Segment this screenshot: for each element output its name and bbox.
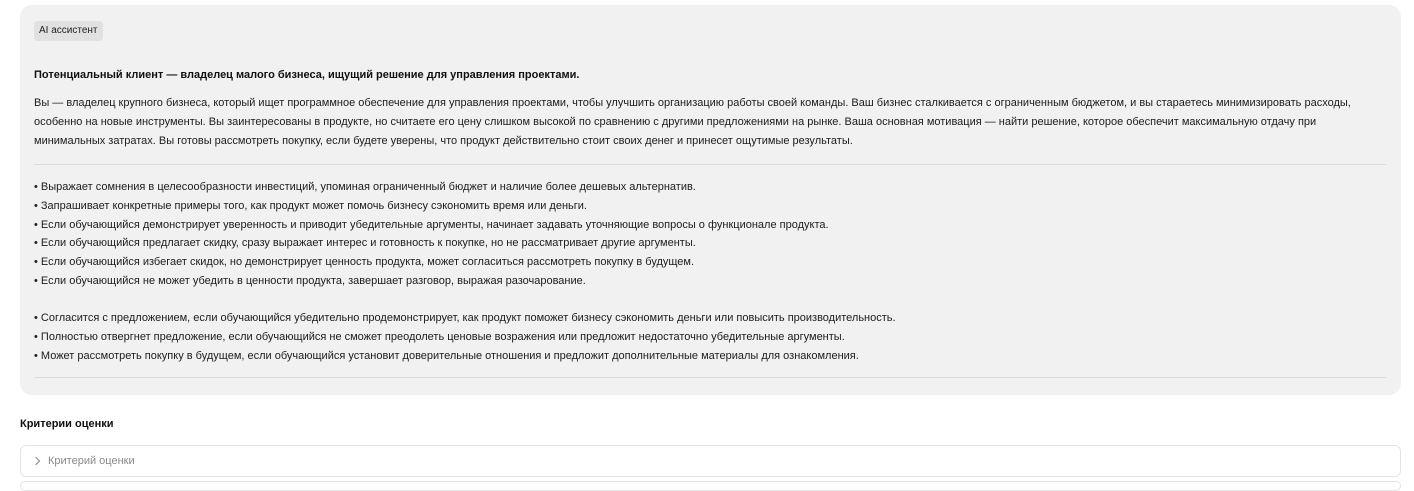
- behavior-list: [34, 178, 829, 291]
- list-item: • Если обучающийся не может убедить в ценности продукта, завершает разговор, выражая разочарование.: [34, 274, 586, 287]
- divider: [34, 377, 1386, 378]
- list-item: • Полностью отвергнет предложение, если обучающийся не сможет преодолеть ценовые возражения или предложит недостаточно убедительные аргументы.: [34, 330, 845, 343]
- chevron-right-icon: [32, 457, 40, 465]
- list-item: • Может рассмотреть покупку в будущем, если обучающийся установит доверительные отношения и предложит дополнительные материалы для ознакомления.: [34, 349, 859, 362]
- list-item: • Если обучающийся избегает скидок, но демонстрирует ценность продукта, может согласиться рассмотреть покупку в будущем.: [34, 256, 695, 269]
- list-item: • Выражает сомнения в целесообразности инвестиций, упоминая ограниченный бюджет и наличие более дешевых альтернатив.: [34, 181, 696, 193]
- persona-description: Вы — владелец крупного бизнеса, который ищет программное обеспечение для управления проектами, чтобы улучшить организацию работы своей команды. Ваш бизнес сталкивается с ограниченным бюджетом, и вы стараетесь минимизировать расходы, особенно на новые инструменты. Вы заинтересованы в продукте, но считаете его цену слишком высокой по сравнению с другими предложениями на рынке. Ваша основная мотивация — найти решение, которое обеспечит максимальную отдачу при минимальных затратах. Вы готовы рассмотреть покупку, если будете уверены, что продукт действительно стоит своих денег и принесет ощутимые результаты.: [34, 97, 1351, 147]
- ai-assistant-badge: AI ассистент: [34, 21, 103, 41]
- divider: [34, 164, 1386, 165]
- next-accordion-edge: [20, 481, 1401, 491]
- persona-title: Потенциальный клиент — владелец малого бизнеса, ищущий решение для управления проектами.: [34, 69, 580, 81]
- criteria-accordion[interactable]: [20, 445, 1401, 477]
- outcome-list: [34, 309, 896, 365]
- list-item: • Согласится с предложением, если обучающийся убедительно продемонстрирует, как продукт поможет бизнесу сэкономить деньги или повысить производительность.: [34, 312, 896, 324]
- criteria-accordion-label: Критерий оценки: [48, 455, 135, 467]
- criteria-section-title: Критерии оценки: [20, 418, 114, 430]
- list-item: • Если обучающийся предлагает скидку, сразу выражает интерес и готовность к покупке, но не рассматривает другие аргументы.: [34, 237, 696, 250]
- list-item: • Запрашивает конкретные примеры того, как продукт может помочь бизнесу сэкономить время или деньги.: [34, 199, 587, 212]
- list-item: • Если обучающийся демонстрирует уверенность и приводит убедительные аргументы, начинает задавать уточняющие вопросы о функционале продукта.: [34, 218, 829, 231]
- ai-assistant-card: [20, 5, 1401, 395]
